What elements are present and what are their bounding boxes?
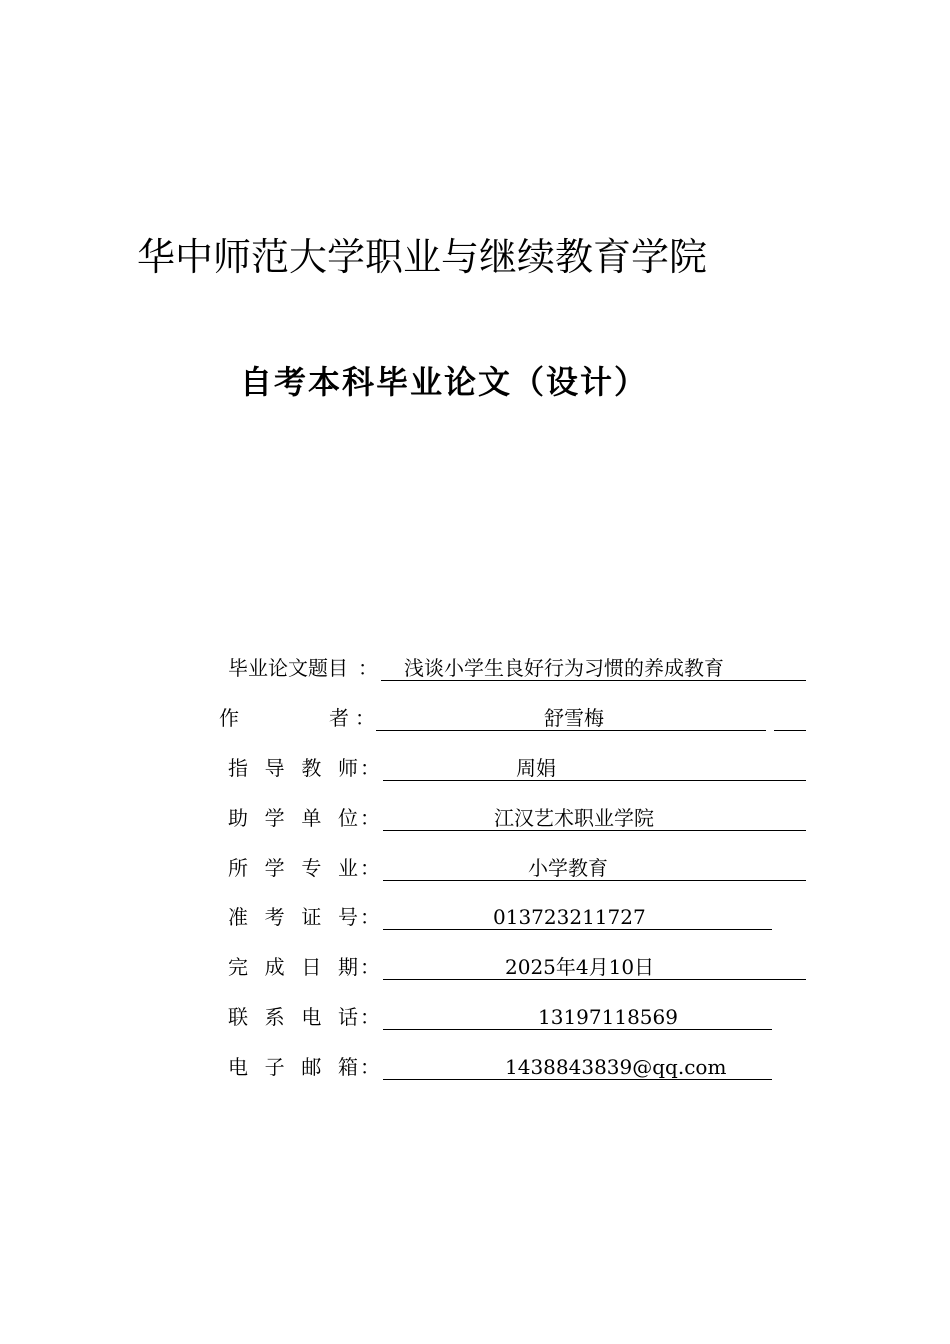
label-char: 联	[228, 1005, 248, 1029]
field-label	[228, 752, 358, 784]
label-char: 完	[228, 955, 248, 979]
label-char: 子	[264, 1055, 285, 1079]
label-char: 助	[228, 806, 248, 830]
field-label	[219, 702, 349, 734]
field-label	[228, 1001, 358, 1033]
label-char: 指	[228, 756, 248, 780]
field-value: 13197118569	[538, 1005, 678, 1029]
field-colon: ：	[360, 905, 380, 929]
label-char: 位	[337, 806, 358, 830]
label-char: 电	[228, 1055, 248, 1079]
field-label	[228, 901, 358, 933]
field-colon: ：	[360, 1005, 380, 1029]
label-char: 日	[301, 955, 322, 979]
label-char: 号	[337, 905, 358, 929]
label-char: 教	[301, 756, 322, 780]
thesis-type-title: 自考本科毕业论文（设计）	[240, 363, 649, 401]
field-support-unit	[228, 802, 808, 834]
field-completion-date	[228, 951, 808, 983]
field-label	[228, 951, 358, 983]
field-colon: ：	[360, 756, 380, 780]
label-char: 电	[301, 1005, 322, 1029]
field-value: 舒雪梅	[544, 706, 604, 730]
label-char: 期	[337, 955, 358, 979]
label-char: 业	[337, 856, 358, 880]
field-underline	[383, 752, 806, 781]
institution-title: 华中师范大学职业与继续教育学院	[137, 235, 708, 279]
field-major	[228, 852, 808, 884]
label-char: 学	[264, 806, 285, 830]
label-char: 导	[264, 756, 285, 780]
label-char: 系	[264, 1005, 285, 1029]
label-char: 成	[264, 955, 285, 979]
field-colon: ：	[360, 955, 380, 979]
field-email	[228, 1051, 808, 1083]
field-author	[219, 702, 808, 734]
label-char: 专	[301, 856, 322, 880]
field-label: 毕业论文题目	[228, 656, 348, 680]
field-value: 013723211727	[493, 905, 646, 929]
label-char: 学	[264, 856, 285, 880]
field-value: 周娟	[516, 756, 556, 780]
field-label	[228, 852, 358, 884]
field-thesis-title	[228, 652, 808, 684]
label-char: 考	[264, 905, 285, 929]
field-colon: ：	[358, 656, 378, 680]
label-char: 所	[228, 856, 248, 880]
field-colon: ：	[360, 1055, 380, 1079]
field-value: 江汉艺术职业学院	[494, 806, 654, 830]
label-char: 作	[219, 706, 239, 730]
field-value: 2025年4月10日	[505, 955, 655, 979]
field-value: 浅谈小学生良好行为习惯的养成教育	[404, 656, 724, 680]
field-exam-id	[228, 901, 808, 933]
field-colon: ：	[360, 856, 380, 880]
label-char: 证	[301, 905, 322, 929]
field-advisor	[228, 752, 808, 784]
field-value: 小学教育	[528, 856, 608, 880]
field-label	[228, 802, 358, 834]
field-colon: ：	[360, 806, 380, 830]
label-char: 邮	[301, 1055, 322, 1079]
field-colon: ：	[355, 706, 375, 730]
label-char: 准	[228, 905, 248, 929]
label-char: 者	[329, 706, 349, 730]
field-underline-tail	[774, 702, 806, 731]
label-char: 话	[337, 1005, 358, 1029]
label-char: 单	[301, 806, 322, 830]
label-char: 箱	[337, 1055, 358, 1079]
field-phone	[228, 1001, 808, 1033]
field-label	[228, 1051, 358, 1083]
label-char: 师	[337, 756, 358, 780]
field-value: 1438843839@qq.com	[505, 1055, 727, 1079]
